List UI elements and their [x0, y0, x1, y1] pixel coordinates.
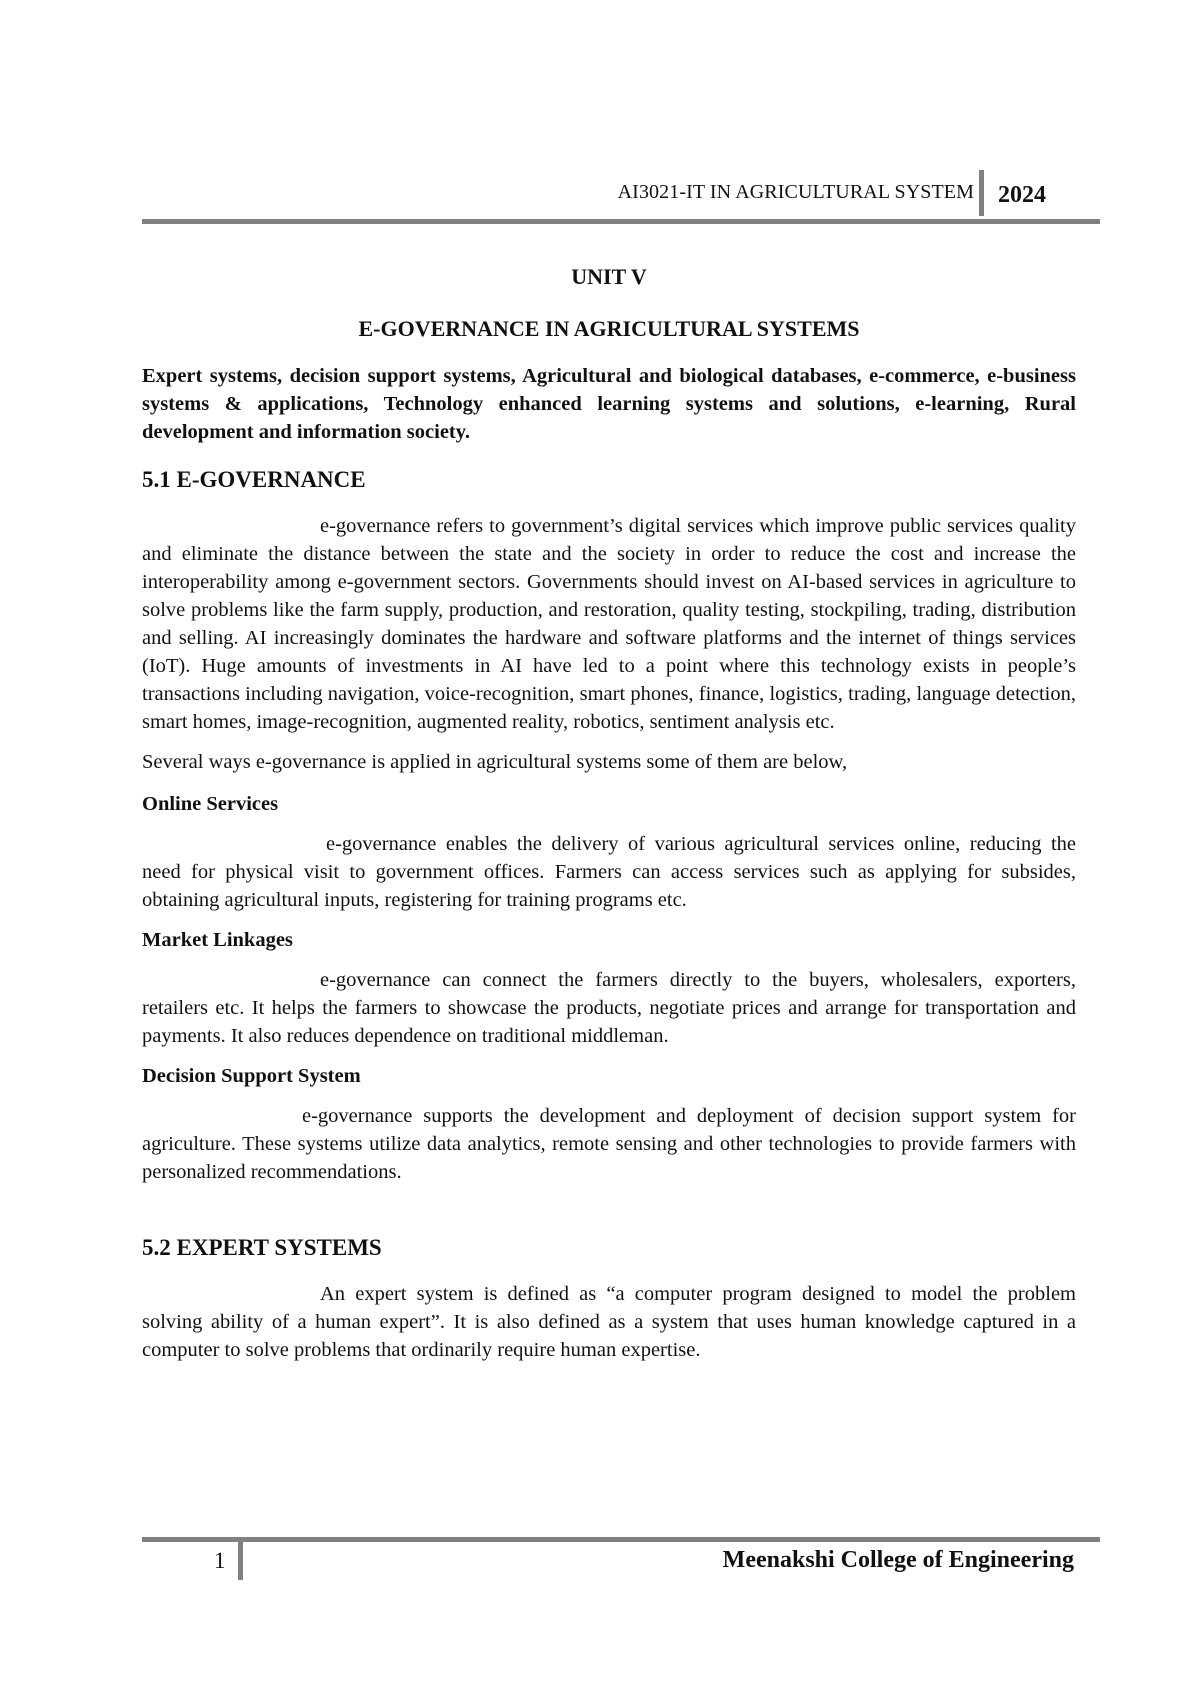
paragraph: Several ways e-governance is applied in agricultural systems some of them are below,	[142, 751, 848, 773]
page-number: 1	[214, 1548, 226, 1573]
page-content	[142, 262, 1076, 1376]
header-title: AI3021-IT IN AGRICULTURAL SYSTEM	[617, 181, 974, 203]
paragraph: e-governance can connect the farmers directly to the buyers, wholesalers, exporters, retailers etc. It helps the farmers to showcase the products, negotiate prices and arrange for transportation and payments. It also reduces dependence on traditional middleman.	[142, 969, 1076, 1047]
paragraph: e-governance refers to government’s digital services which improve public services quality and eliminate the distance between the state and the society in order to reduce the cost and increase the interoperability among e-government sectors. Governments should invest on AI-based services in agriculture to solve problems like the farm supply, production, and restoration, quality testing, stockpiling, trading, distribution and selling. AI increasingly dominates the hardware and software platforms and the internet of things services (IoT). Huge amounts of investments in AI have led to a point where this technology exists in people’s transactions including navigation, voice-recognition, smart phones, finance, logistics, trading, language detection, smart homes, image-recognition, augmented reality, robotics, sentiment analysis etc.	[142, 515, 1076, 733]
footer-college: Meenakshi College of Engineering	[722, 1547, 1074, 1573]
section-heading-expert-systems: 5.2 EXPERT SYSTEMS	[142, 1235, 382, 1260]
paragraph: An expert system is defined as “a computer program designed to model the problem solving ability of a human expert”. It is also defined as a system that uses human knowledge captured in a computer to solve problems that ordinarily require human expertise.	[142, 1283, 1076, 1361]
footer-rule	[142, 1537, 1100, 1542]
section-heading-egovernance: 5.1 E-GOVERNANCE	[142, 467, 366, 492]
header-divider	[979, 170, 984, 216]
header-year: 2024	[998, 182, 1046, 208]
footer-divider	[238, 1540, 243, 1580]
subheading-market-linkages: Market Linkages	[142, 929, 293, 951]
unit-title: UNIT V	[571, 264, 647, 289]
header-rule	[142, 219, 1100, 224]
subheading-online-services: Online Services	[142, 793, 279, 815]
page-header	[142, 170, 1100, 222]
paragraph: e-governance enables the delivery of various agricultural services online, reducing the need for physical visit to government offices. Farmers can access services such as applying for subsides, obtaining agricultural inputs, registering for training programs etc.	[142, 833, 1076, 911]
subheading-decision-support: Decision Support System	[142, 1065, 361, 1087]
paragraph: e-governance supports the development and deployment of decision support system for agriculture. These systems utilize data analytics, remote sensing and other technologies to provide farmers with personalized recommendations.	[142, 1105, 1076, 1183]
syllabus-text: Expert systems, decision support systems, Agricultural and biological databases, e-commerce, e-business systems & applications, Technology enhanced learning systems and solutions, e-learning, Rural development and information society.	[142, 365, 1076, 443]
chapter-title: E-GOVERNANCE IN AGRICULTURAL SYSTEMS	[358, 316, 860, 341]
